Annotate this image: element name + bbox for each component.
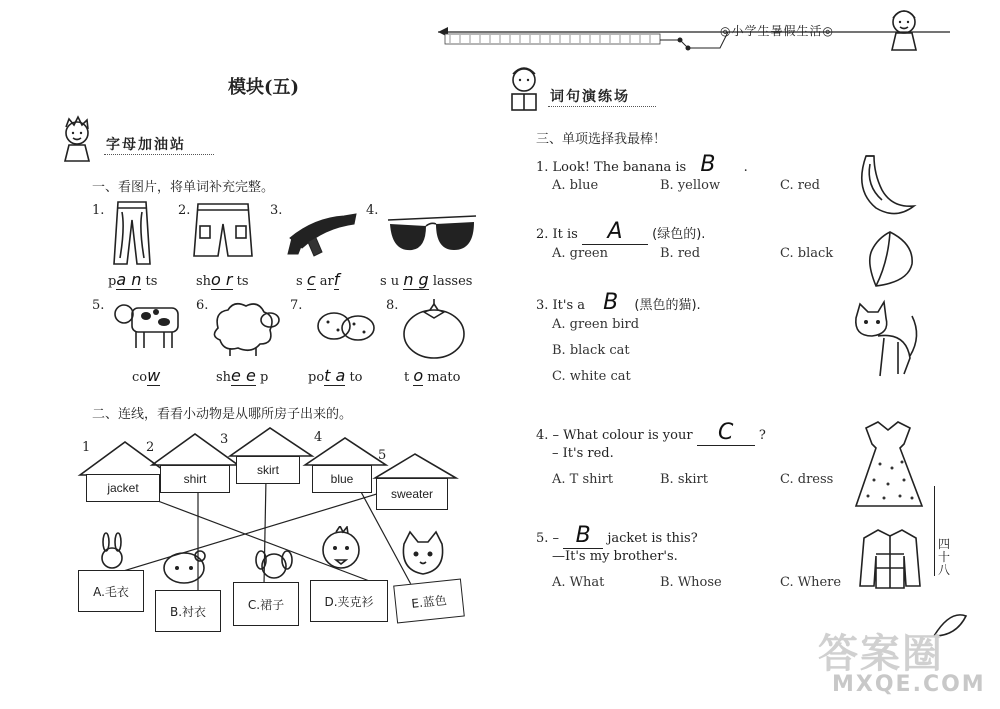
- answer-4[interactable]: C: [718, 420, 734, 445]
- animal-d[interactable]: D.夹克衫: [310, 580, 388, 622]
- watermark-url: MXQE.COM: [832, 672, 986, 697]
- item-number: 6.: [196, 298, 209, 313]
- house-skirt[interactable]: skirt: [236, 456, 300, 484]
- series-title: ◎小学生暑假生活◎: [720, 24, 834, 38]
- word-cow: cow: [132, 366, 161, 385]
- chick-icon: [318, 526, 364, 582]
- q1-option-c[interactable]: C. red: [780, 178, 820, 193]
- q3-option-c[interactable]: C. white cat: [552, 369, 631, 384]
- q1-option-b[interactable]: B. yellow: [660, 178, 721, 193]
- q5-option-c[interactable]: C. Where: [780, 575, 842, 590]
- kitty-icon: [160, 546, 210, 586]
- section2-banner: 词句演练场: [550, 89, 630, 105]
- word-tomato: t o mato: [404, 366, 461, 385]
- q2-option-c[interactable]: C. black: [780, 246, 834, 261]
- q2-option-a[interactable]: A. green: [552, 246, 608, 261]
- shorts-icon: [192, 200, 254, 262]
- question-3: 3. It's a B (黑色的猫).: [536, 290, 701, 315]
- q5-option-a[interactable]: A. What: [552, 575, 605, 590]
- q1-option-a[interactable]: A. blue: [552, 178, 599, 193]
- girl-mascot-icon: [880, 4, 930, 54]
- dog-icon: [252, 546, 296, 582]
- banana-icon: [852, 150, 922, 220]
- item-number: 1.: [92, 203, 105, 218]
- cat-icon: [850, 296, 924, 380]
- scarf-icon: [284, 208, 364, 258]
- banner-underline: [104, 154, 214, 155]
- house-number: 5: [378, 448, 387, 463]
- animal-a[interactable]: A.毛衣: [78, 570, 144, 612]
- item-number: 2.: [178, 203, 191, 218]
- jacket-icon: [858, 526, 922, 592]
- q3-option-a[interactable]: A. green bird: [552, 317, 640, 332]
- item-number: 5.: [92, 298, 105, 313]
- house-number: 2: [146, 440, 155, 455]
- question-4: 4. – What colour is your C ?: [536, 420, 766, 445]
- animal-c[interactable]: C.裙子: [233, 582, 299, 626]
- boy-mascot-icon: [55, 115, 105, 165]
- word-potato: pot a to: [308, 366, 363, 385]
- question-1: 1. Look! The banana is B .: [536, 152, 748, 177]
- part1-instruction: 一、看图片，将单词补充完整。: [92, 180, 275, 195]
- q5-reply: —It's my brother's.: [552, 549, 678, 564]
- answer-2[interactable]: A: [607, 219, 623, 244]
- cat-face-icon: [398, 530, 448, 580]
- answer-1[interactable]: B: [700, 152, 716, 177]
- tomato-icon: [400, 298, 470, 360]
- page-number: 四十八: [938, 537, 951, 577]
- house-shirt[interactable]: shirt: [160, 465, 230, 493]
- section1-banner: 字母加油站: [106, 137, 186, 153]
- word-shorts: sho r ts: [196, 270, 249, 289]
- part2-instruction: 二、连线，看看小动物是从哪所房子出来的。: [92, 407, 353, 422]
- watermark-logo: 答案圈: [818, 631, 944, 677]
- animal-b[interactable]: B.衬衣: [155, 590, 221, 632]
- house-sweater[interactable]: sweater: [376, 478, 448, 510]
- reading-girl-icon: [504, 64, 548, 116]
- cow-icon: [112, 300, 184, 350]
- question-5: 5. – B jacket is this?: [536, 523, 698, 548]
- q3-option-b[interactable]: B. black cat: [552, 343, 630, 358]
- sheep-icon: [208, 298, 284, 360]
- answer-5[interactable]: B: [575, 523, 591, 548]
- item-number: 3.: [270, 203, 283, 218]
- potato-icon: [312, 302, 380, 352]
- word-sheep: she e p: [216, 366, 269, 385]
- house-number: 1: [82, 440, 91, 455]
- banner-underline: [548, 106, 656, 107]
- leaf-icon: [862, 228, 918, 290]
- word-scarf: s c arf: [296, 270, 340, 289]
- answer-3[interactable]: B: [603, 290, 619, 315]
- q4-reply: – It's red.: [552, 446, 614, 461]
- q4-option-a[interactable]: A. T shirt: [552, 472, 614, 487]
- rabbit-icon: [92, 532, 132, 572]
- house-blue[interactable]: blue: [312, 465, 372, 493]
- word-sunglasses: s u n g lasses: [380, 270, 473, 289]
- house-number: 4: [314, 430, 323, 445]
- item-number: 7.: [290, 298, 303, 313]
- header-decoration: [430, 22, 950, 62]
- word-pants: pa n ts: [108, 270, 158, 289]
- item-number: 4.: [366, 203, 379, 218]
- q2-option-b[interactable]: B. red: [660, 246, 701, 261]
- question-2: 2. It is A (绿色的).: [536, 219, 706, 244]
- sunglasses-icon: [384, 212, 480, 258]
- dress-icon: [852, 418, 926, 510]
- module-title: 模块(五): [228, 77, 300, 98]
- q5-option-b[interactable]: B. Whose: [660, 575, 722, 590]
- q4-option-c[interactable]: C. dress: [780, 472, 834, 487]
- part3-instruction: 三、单项选择我最棒！: [536, 132, 667, 147]
- house-jacket[interactable]: jacket: [86, 474, 160, 502]
- animal-e[interactable]: E.蓝色: [393, 579, 465, 624]
- q4-option-b[interactable]: B. skirt: [660, 472, 708, 487]
- house-number: 3: [220, 432, 229, 447]
- pants-icon: [110, 198, 155, 268]
- item-number: 8.: [386, 298, 399, 313]
